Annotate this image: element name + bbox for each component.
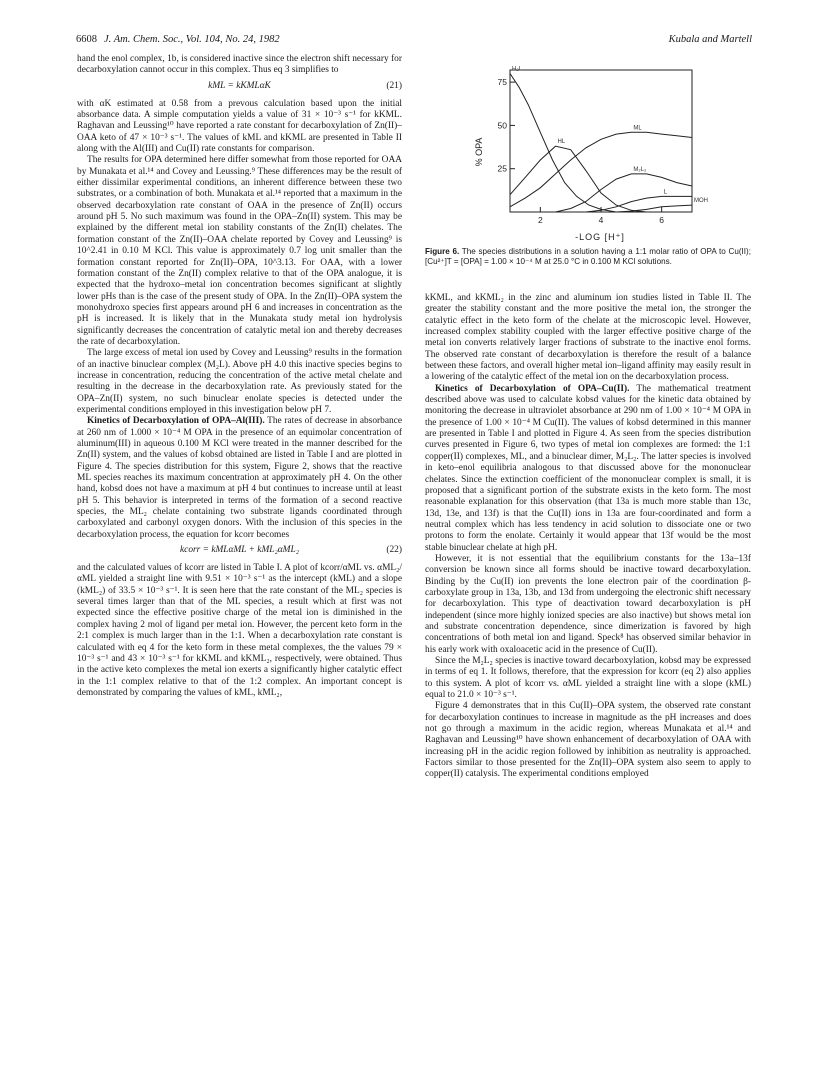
- curve-3: [510, 132, 692, 207]
- section-text: The rates of decrease in absorbance at 260 nm of 1.000 × 10⁻⁴ M OPA in the presence of an equimolar concentration of aluminum(III) in aqueous 0.100 M KCl were treated in the manner described for the Zn(II) system, and the values of kobsd obtained are listed in Table I and are plotted in Figure 4. The species distribution for this system, Figure 2, shows that the reactive ML species reaches its maximum concentration at approximately pH 4. On the other hand, kobsd does not have a maximum at pH 4 but continues to increase until at least pH 5. This behavior is interpreted in terms of the formation of a second reactive species, the ML₂ chelate containing two substrate ligands coordinated through carboxylated and carbonyl oxygen donors. With the inclusion of this species in the decarboxylation process, the equation for kcorr becomes: [77, 416, 402, 540]
- equation-text: kcorr = kMLαML + kML₂αML₂: [180, 545, 299, 556]
- x-tick-label: 4: [598, 215, 604, 225]
- running-authors: Kubala and Martell: [668, 34, 752, 45]
- curve-label: M₂L₂: [633, 166, 647, 173]
- curve-label: MOH: [694, 198, 708, 205]
- equation-21: [77, 80, 402, 96]
- curve-label: HL: [557, 139, 566, 146]
- paragraph: Since the M₂L₂ species is inactive toward decarboxylation, kobsd may be expressed in terms of eq 1. It follows, therefore, that the expression for kcorr (eq 2) also applies to this system. A plot of kcorr vs. αML yielded a straight line with a slope (kML) equal to 21.0 × 10⁻³ s⁻¹.: [425, 656, 751, 701]
- paragraph: kKML, and kKML₂ in the zinc and aluminum ion studies listed in Table II. The greater the stability constant and the more positive the metal ion, the stronger the catalytic effect in the keto form of the chelate at the microscopic level. However, increased complex stability coupled with the larger effective positive charge of the metal ion converts relatively larger fractions of substrate to the inactive enol forms. The observed rate constant of decarboxylation is therefore the result of a balance between these factors, and overall higher metal ion–ligand affinity may easily result in a lowering of the catalytic effect of the metal ion on the decarboxylation process.: [425, 293, 751, 383]
- x-axis-label: -LOG [H⁺]: [575, 232, 625, 242]
- paragraph: The results for OPA determined here differ somewhat from those reported for OAA by Munakata et al.¹⁴ and Covey and Leussing.⁹ These differences may be the result of either dissimilar experimental conditions, an inherent difference between these two substrates, or a combination of both. Munakata et al.¹⁴ reported that a maximum in the observed decarboxylation rate constant of OAA in the presence of Zn(II) occurs around pH 5. No such maximum was found in the OPA–Zn(II) system. This may be explained by the different metal ion stability constants of the Zn(II) chelates. The formation constant of the Zn(II)–OAA chelate reported by Covey and Leussing⁹ is 10^2.41 in 0.10 M KCl. This value is approximately 0.7 log unit smaller than the formation constant reported for Zn(II)–OPA, 10^3.13. For OAA, with a lower formation constant of the Zn(II) complex relative to that of the OPA analogue, it is expected that the hydroxo–metal ion concentration becomes significant at slightly lower pHs than is the case of the present study of OPA. In the Zn(II)–OPA system the monohydroxo species first appears around pH 6 and increases in concentration as the pH is increased. It is likely that in the Munakata study metal ion hydrolysis significantly decreases the concentration of catalytic metal ion and thereby decreases the rate of decarboxylation.: [77, 155, 402, 347]
- x-tick-label: 6: [659, 215, 665, 225]
- section-heading: Kinetics of Decarboxylation of OPA–Cu(II).: [435, 383, 630, 394]
- paragraph: with αK estimated at 0.58 from a prevous calculation based upon the initial absorbance data. A simple computation yields a value of 31 × 10⁻³ s⁻¹ for kKML. Raghavan and Leussing¹⁰ have reported a rate constant for decarboxylation of Zn(II)–OAA keto of 47 × 10⁻³ s⁻¹. The values of kML and kKML are presented in Table II along with the Al(III) and Cu(II) rate constants for comparison.: [77, 98, 402, 155]
- paragraph: The large excess of metal ion used by Covey and Leussing⁹ results in the formation of an inactive binuclear complex (M₂L). Above pH 4.0 this inactive species begins to increase in concentration, reducing the concentration of the active metal chelate and resulting in the decrease in the decarboxylation rate. As previously stated for the OPA–Zn(II) system, no such binuclear enolate species is detected under the experimental conditions employed in this investigation below pH 7.: [77, 348, 402, 415]
- equation-number: (21): [386, 80, 402, 91]
- section-text: The mathematical treatment described above was used to calculate kobsd values for the kinetic data obtained by monitoring the decrease in ultraviolet absorbance at 290 nm of 1.00 × 10⁻⁴ M OPA in the presence of 1.00 × 10⁻⁴ M Cu(II). The values of kobsd determined in this manner are presented in Table I and plotted in Figure 4. As seen from the species distribution curves presented in Figure 6, two types of metal ion complexes are formed: the 1:1 copper(II) complexes, ML, and a binuclear dimer, M₂L₂. The latter species is involved in keto–enol equilibria analogous to that discussed above for the mononuclear chelates. Since the extinction coefficient of the mononuclear complex is small, it is proposed that a significant portion of the substrate exists in the keto form. The most reasonable explanation for this observation (that 13a is much more stable than 13c, 13d, 13e, and 13f) is that the Cu(II) ions in 13a are four-coordinated and form a neutral complex which has less tendency in acid solution to dissociate one or two protons to form the enolate. Certainly it would appear that 13f would be the most stable binuclear chelate at high pH.: [425, 383, 751, 553]
- caption-label: Figure 6.: [425, 247, 460, 256]
- section-heading: Kinetics of Decarboxylation of OPA–Al(III).: [87, 416, 265, 427]
- section-paragraph: [77, 416, 402, 541]
- figure-caption: [425, 247, 751, 268]
- curve-label: H₂L: [512, 66, 522, 73]
- curve-5: [586, 196, 692, 212]
- x-tick-label: 2: [537, 215, 543, 225]
- species-distribution-chart: [470, 64, 708, 249]
- page-number: 6608: [76, 34, 97, 45]
- paragraph: Figure 4 demonstrates that in this Cu(II)–OPA system, the observed rate constant for decarboxylation continues to increase in magnitude as the pH increases and does not go through a maximum in the acidic region, whereas Munakata et al.¹⁴ and Raghavan and Leussing¹⁰ have shown enhancement of decarboxylation of OAA with increasing pH in the acidic region followed by inhibition as neutrality is approached. Factors similar to those presented for the Zn(II)–OPA system also seem to apply to copper(II) catalysis. The experimental conditions employed: [425, 701, 751, 780]
- figure-6: [470, 64, 708, 249]
- y-tick-label: 75: [497, 77, 507, 88]
- y-axis-label: % OPA: [474, 137, 484, 167]
- paragraph: and the calculated values of kcorr are listed in Table I. A plot of kcorr/αML vs. αML₂/αML yielded a straight line with 9.51 × 10⁻³ s⁻¹ as the intercept (kML) and a slope (kML₂) of 33.5 × 10⁻³ s⁻¹. It is seen here that the rate constant of the ML₂ species is several times larger than that of the ML species, a result which at first was not expected since the effective positive charge of the metal ion is diminished in the complex having 2 mol of ligand per metal ion. However, the percent keto form in the 2:1 complex is much larger than in the 1:1. When a decarboxylation rate constant is calculated with eq 4 for the keto form in these metal complexes, the the values 79 × 10⁻³ s⁻¹ and 43 × 10⁻³ s⁻¹ for kKML and kKML₂, respectively, were obtained. Thus in the active keto complexes the metal ion exerts a significantly higher catalytic effect in the 1:1 complex relative to that of the 1:2 complex. An important concept is demonstrated by comparing the values of kML, kML₂,: [77, 563, 402, 698]
- paragraph: However, it is not essential that the equilibrium constants for the 13a–13f conversion be known since all forms should be inactive toward decarboxylation. Binding by the Cu(II) ion prevents the lone electron pair of the coordination β-carboxylate group in 13a, 13b, and 13d from undergoing the electronic shift necessary for decarboxylation. This type of deactivation toward decarboxylation is pH independent (since more highly ionized species are also inactive) but shows metal ion and substrate concentration dependence, since dimerization is favored by high concentrations of both metal ion and ligand. Speck⁸ has observed similar behavior in his early work with oxaloacetic acid in the presence of Cu(II).: [425, 553, 751, 655]
- curve-label: ML: [633, 125, 642, 132]
- page-header: [76, 34, 752, 48]
- paragraph: hand the enol complex, 1b, is considered inactive since the electron shift necessary for decarboxylation cannot occur in this complex. Thus eq 3 simplifies to: [77, 54, 402, 76]
- equation-22: [77, 544, 402, 560]
- curve-label: L: [663, 189, 668, 196]
- y-tick-label: 25: [497, 163, 507, 174]
- equation-number: (22): [386, 545, 402, 556]
- section-paragraph: [425, 384, 751, 554]
- chart-curves: [510, 66, 708, 212]
- caption-text: The species distributions in a solution having a 1:1 molar ratio of OPA to Cu(II); [Cu²⁺]T = [OPA] = 1.00 × 10⁻⁴ M at 25.0 °C in 0.100 M KCl solutions.: [425, 247, 751, 267]
- right-column: [425, 293, 751, 781]
- equation-text: kML = kKMLαK: [208, 80, 271, 91]
- journal-citation: J. Am. Chem. Soc., Vol. 104, No. 24, 1982: [104, 34, 280, 45]
- curve-2: [510, 146, 647, 212]
- y-tick-label: 50: [497, 120, 507, 131]
- chart-ticks: [498, 77, 665, 225]
- left-column: [77, 54, 402, 699]
